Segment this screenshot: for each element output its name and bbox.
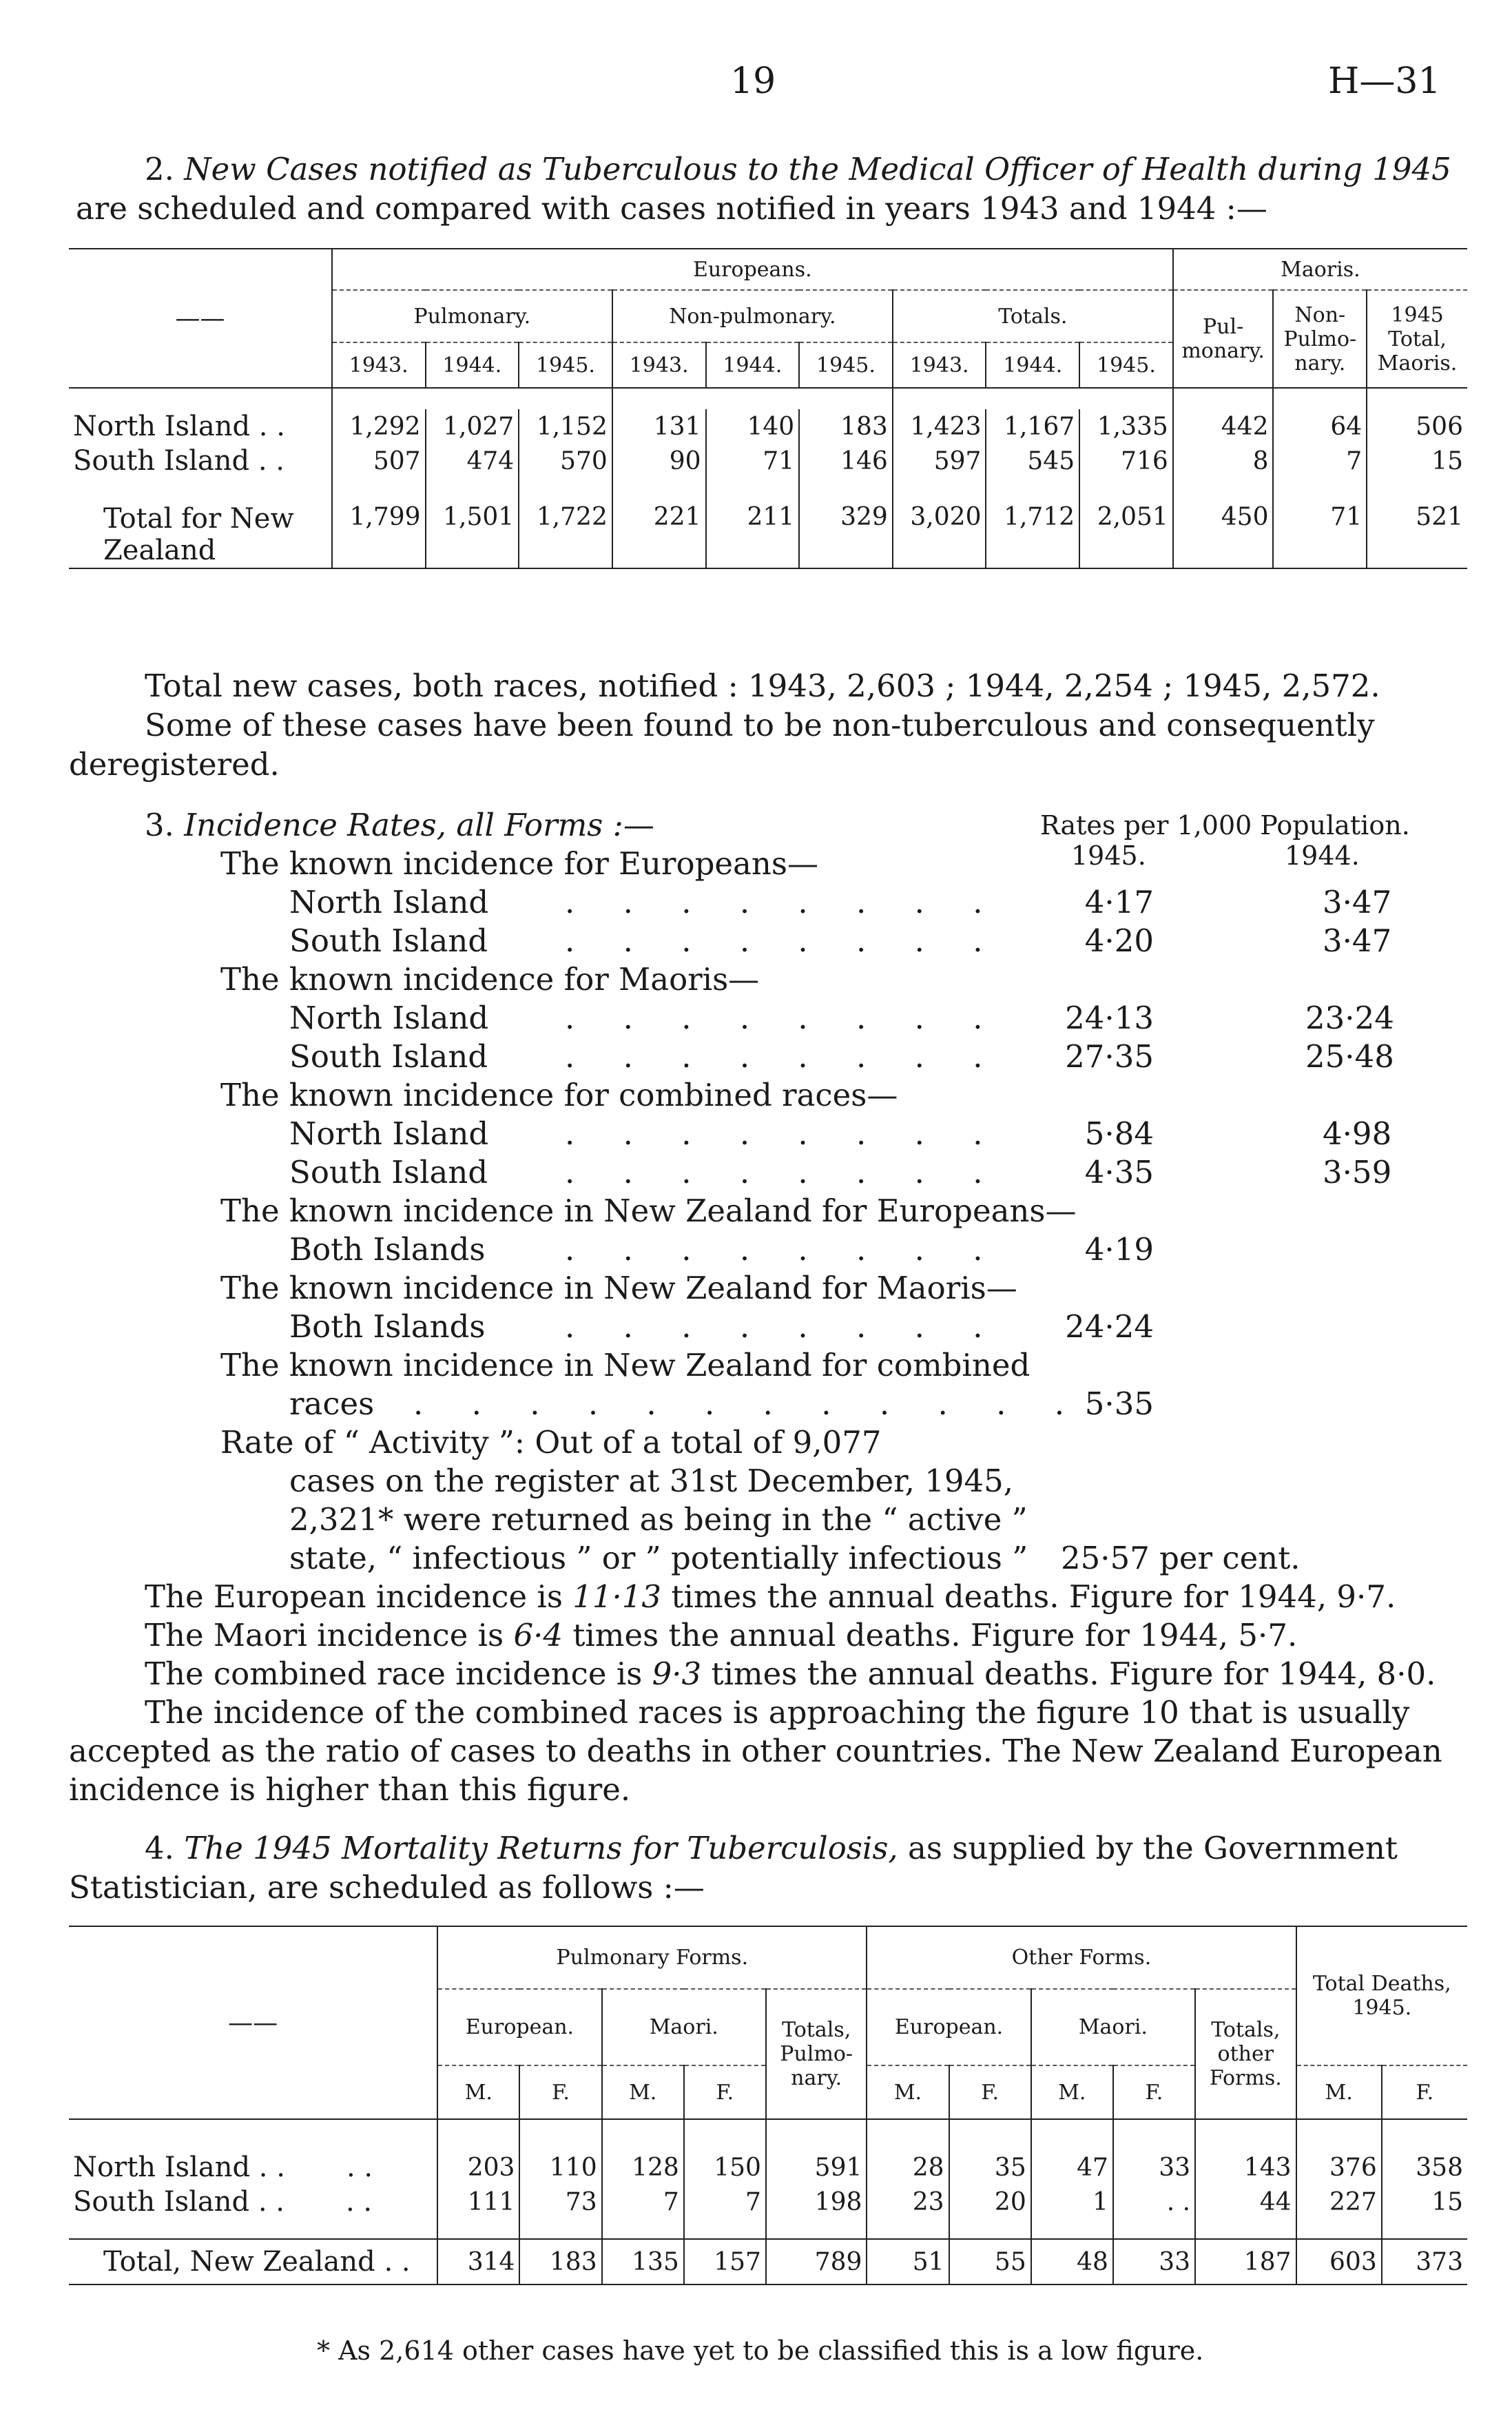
table-cell: 71 xyxy=(706,444,800,478)
table-cell: 35 xyxy=(949,2150,1031,2185)
european-incidence-paragraph xyxy=(145,1578,1396,1616)
table-cell: 227 xyxy=(1296,2185,1382,2219)
table-cell: 33 xyxy=(1113,2239,1195,2285)
table-cell: 44 xyxy=(1195,2185,1296,2219)
table-cell: 1,423 xyxy=(893,409,986,444)
rate-label: South Island xyxy=(289,922,488,959)
table-cell: 183 xyxy=(799,409,893,444)
non-tuberculous-note: Some of these cases have been found to be non-tuberculous and consequently xyxy=(145,707,1375,743)
table-cell: 128 xyxy=(602,2150,684,2185)
table-cell: 198 xyxy=(766,2185,867,2219)
table-cell: 314 xyxy=(437,2239,519,2285)
rate-label: North Island xyxy=(289,1115,489,1152)
table-cell: 591 xyxy=(766,2150,867,2185)
rate-1944: 3·47 xyxy=(1323,884,1392,920)
table1-maori-nonpulmonary: Non-Pulmo-nary. xyxy=(1273,290,1367,388)
rate-1945: 5·35 xyxy=(1084,1385,1154,1422)
table2-group-total: Total Deaths, 1945. xyxy=(1296,1926,1467,2065)
table-cell: 1,712 xyxy=(986,502,1079,568)
table1-year: 1944. xyxy=(426,342,519,388)
table-row xyxy=(69,409,1467,444)
table-cell: . . xyxy=(1113,2185,1195,2219)
table1-group-maoris: Maoris. xyxy=(1173,249,1467,290)
rate-label: South Island xyxy=(289,1154,488,1190)
table-cell: 329 xyxy=(799,502,893,568)
table1-year: 1943. xyxy=(332,342,426,388)
rate-1944: 23·24 xyxy=(1305,1000,1394,1036)
table2-group-pulmonary: Pulmonary Forms. xyxy=(437,1926,867,1989)
table-cell: 1,027 xyxy=(426,409,519,444)
table-cell: 1 xyxy=(1031,2185,1113,2219)
section4-text-cont: Statistician, are scheduled as follows :— xyxy=(69,1869,705,1906)
row-label: South Island . . . . xyxy=(73,2186,373,2218)
table-cell: 1,501 xyxy=(426,502,519,568)
activity-line: cases on the register at 31st December, 1945, xyxy=(289,1463,1014,1499)
table1-year: 1945. xyxy=(519,342,612,388)
table-cell: 450 xyxy=(1173,502,1274,568)
table2-maori: Maori. xyxy=(602,1989,766,2065)
incidence-group-heading: The known incidence for combined races— xyxy=(220,1077,898,1113)
para-text: The Maori incidence is xyxy=(145,1617,514,1653)
rate-1945: 4·20 xyxy=(1084,922,1154,959)
table-cell: 140 xyxy=(706,409,800,444)
rate-1945: 4·17 xyxy=(1084,884,1154,920)
table-cell: 110 xyxy=(519,2150,601,2185)
table-cell: 358 xyxy=(1382,2150,1467,2185)
para-number: 9·3 xyxy=(652,1656,702,1692)
table-cell: 150 xyxy=(684,2150,766,2185)
section3-number: 3. xyxy=(145,807,174,843)
rate-label: races xyxy=(289,1385,375,1422)
para-text: The combined race incidence is xyxy=(145,1656,652,1692)
table-cell: 55 xyxy=(949,2239,1031,2285)
rate-label: North Island xyxy=(289,1000,489,1036)
table-cell: 28 xyxy=(867,2150,949,2185)
table-cell: 373 xyxy=(1382,2239,1467,2285)
leader-dots: . . . . . . . . xyxy=(565,1000,1002,1036)
table2-european: European. xyxy=(437,1989,601,2065)
sex-m: M. xyxy=(1031,2065,1113,2119)
table-cell: 1,799 xyxy=(332,502,426,568)
table1-year: 1944. xyxy=(986,342,1079,388)
incidence-group-heading: The known incidence for Maoris— xyxy=(220,961,760,998)
section2-heading xyxy=(145,150,1451,189)
incidence-group-heading: The known incidence for Europeans— xyxy=(220,845,818,882)
table-cell: 570 xyxy=(519,444,612,478)
table-cell: 48 xyxy=(1031,2239,1113,2285)
table1-sub-nonpulmonary: Non-pulmonary. xyxy=(612,290,893,342)
table-cell: 203 xyxy=(437,2150,519,2185)
activity-line: 2,321* were returned as being in the “ active ” xyxy=(289,1501,1028,1538)
table-cell: 7 xyxy=(684,2185,766,2219)
table-cell: 506 xyxy=(1367,409,1467,444)
para-number: 6·4 xyxy=(513,1617,563,1653)
page-number: 19 xyxy=(730,61,776,102)
col-1944: 1944. xyxy=(1285,840,1360,871)
rate-1945: 4·19 xyxy=(1084,1231,1154,1268)
rate-row xyxy=(289,1153,488,1192)
table-cell: 131 xyxy=(612,409,706,444)
sex-f: F. xyxy=(519,2065,601,2119)
leader-dots: . . . . . . . . xyxy=(565,1308,1002,1345)
table-cell: 111 xyxy=(437,2185,519,2219)
table-row xyxy=(69,2239,1467,2285)
table-cell: 1,167 xyxy=(986,409,1079,444)
table-cell: 789 xyxy=(766,2239,867,2285)
mortality-table xyxy=(69,1926,1467,2285)
section2-title: New Cases notified as Tuberculous to the Medical Officer of Health during 1945 xyxy=(184,151,1451,187)
maori-incidence-paragraph xyxy=(145,1616,1297,1655)
final-paragraph-line: incidence is higher than this figure. xyxy=(69,1771,631,1808)
rate-1945: 27·35 xyxy=(1065,1038,1154,1075)
sex-m: M. xyxy=(867,2065,949,2119)
table-row xyxy=(69,2185,1467,2219)
table-cell: 64 xyxy=(1273,409,1367,444)
table-cell: 442 xyxy=(1173,409,1274,444)
table-cell: 1,292 xyxy=(332,409,426,444)
para-text: times the annual deaths. Figure for 1944, 8·0. xyxy=(701,1656,1436,1692)
rate-label: South Island xyxy=(289,1038,488,1075)
table-cell: 15 xyxy=(1382,2185,1467,2219)
table2-totals-pulmonary: Totals, Pulmo-nary. xyxy=(766,1989,867,2119)
footnote: * As 2,614 other cases have yet to be classified this is a low figure. xyxy=(317,2335,1204,2366)
table-row xyxy=(69,444,1467,478)
table1-group-europeans: Europeans. xyxy=(332,249,1173,290)
table2-stub: —— xyxy=(69,1926,437,2119)
table-cell: 15 xyxy=(1367,444,1467,478)
activity-line: state, “ infectious ” or ” potentially infectious ” xyxy=(289,1540,1028,1576)
table-cell: 73 xyxy=(519,2185,601,2219)
table2-totals-other: Totals, other Forms. xyxy=(1195,1989,1296,2119)
nz-combined-heading: The known incidence in New Zealand for combined xyxy=(220,1347,1031,1383)
table1-sub-totals: Totals. xyxy=(893,290,1173,342)
col-1945: 1945. xyxy=(1071,840,1146,871)
rate-1944: 3·47 xyxy=(1323,922,1392,959)
sex-f: F. xyxy=(949,2065,1031,2119)
rate-label: Both Islands xyxy=(289,1231,486,1268)
table1-year: 1945. xyxy=(1079,342,1173,388)
sex-f: F. xyxy=(1382,2065,1467,2119)
section2-text: are scheduled and compared with cases notified in years 1943 and 1944 :— xyxy=(76,190,1267,227)
table-cell: 23 xyxy=(867,2185,949,2219)
leader-dots: . . . . . . . . xyxy=(565,884,1002,920)
rate-row xyxy=(289,999,488,1038)
table-row xyxy=(69,502,1467,568)
document-code: H—31 xyxy=(1328,61,1441,102)
activity-line: Rate of “ Activity ”: Out of a total of 9,077 xyxy=(220,1424,882,1461)
section3-heading xyxy=(145,806,654,845)
table-cell: 33 xyxy=(1113,2150,1195,2185)
sex-f: F. xyxy=(684,2065,766,2119)
rate-label: Both Islands xyxy=(289,1308,486,1345)
table-cell: 143 xyxy=(1195,2150,1296,2185)
section4-heading xyxy=(145,1829,1398,1868)
sex-m: M. xyxy=(602,2065,684,2119)
para-number: 11·13 xyxy=(572,1578,662,1615)
table1-year: 1943. xyxy=(893,342,986,388)
table1-maori-total: 1945 Total, Maoris. xyxy=(1367,290,1467,388)
table-cell: 2,051 xyxy=(1079,502,1173,568)
table1-stub: —— xyxy=(69,249,332,388)
row-label: Total, New Zealand . . xyxy=(103,2246,411,2278)
row-label: South Island . . xyxy=(73,445,284,477)
table-cell: 47 xyxy=(1031,2150,1113,2185)
table-cell: 603 xyxy=(1296,2239,1382,2285)
rate-label: North Island xyxy=(289,884,489,920)
table-cell: 221 xyxy=(612,502,706,568)
table-cell: 135 xyxy=(602,2239,684,2285)
table-cell: 376 xyxy=(1296,2150,1382,2185)
table1-sub-pulmonary: Pulmonary. xyxy=(332,290,612,342)
table-cell: 521 xyxy=(1367,502,1467,568)
rate-row xyxy=(289,883,488,922)
row-label: North Island . . xyxy=(73,411,285,442)
combined-incidence-paragraph xyxy=(145,1655,1436,1693)
para-text: times the annual deaths. Figure for 1944, 5·7. xyxy=(563,1617,1298,1653)
rates-heading: Rates per 1,000 Population. xyxy=(1040,810,1410,840)
table-cell: 545 xyxy=(986,444,1079,478)
para-text: The European incidence is xyxy=(145,1578,573,1615)
table-cell: 3,020 xyxy=(893,502,986,568)
section4-number: 4. xyxy=(145,1830,174,1866)
table2-european: European. xyxy=(867,1989,1031,2065)
table-cell: 146 xyxy=(799,444,893,478)
leader-dots: . . . . . . . . xyxy=(565,1154,1002,1190)
table2-group-other: Other Forms. xyxy=(867,1926,1296,1989)
table-cell: 597 xyxy=(893,444,986,478)
para-text: times the annual deaths. Figure for 1944, 9·7. xyxy=(661,1578,1396,1615)
table-cell: 716 xyxy=(1079,444,1173,478)
activity-value: 25·57 per cent. xyxy=(1061,1540,1301,1576)
row-label: North Island . . . . xyxy=(73,2152,373,2183)
table-cell: 7 xyxy=(1273,444,1367,478)
total-new-cases: Total new cases, both races, notified : 1943, 2,603 ; 1944, 2,254 ; 1945, 2,572. xyxy=(145,668,1380,704)
final-paragraph-line: accepted as the ratio of cases to deaths in other countries. The New Zealand European xyxy=(69,1733,1442,1769)
leader-dots: . . . . . . . . xyxy=(565,922,1002,959)
rate-1944: 25·48 xyxy=(1305,1038,1394,1075)
table-cell: 1,335 xyxy=(1079,409,1173,444)
leader-dots: . . . . . . . . . . . . xyxy=(413,1385,1084,1422)
non-tuberculous-note-end: deregistered. xyxy=(69,746,280,783)
final-paragraph-line: The incidence of the combined races is approaching the figure 10 that is usually xyxy=(145,1694,1410,1731)
table-cell: 90 xyxy=(612,444,706,478)
table-cell: 183 xyxy=(519,2239,601,2285)
section4-text: as supplied by the Government xyxy=(908,1830,1398,1866)
rate-1945: 24·24 xyxy=(1065,1308,1154,1345)
table-cell: 474 xyxy=(426,444,519,478)
table-cell: 187 xyxy=(1195,2239,1296,2285)
sex-f: F. xyxy=(1113,2065,1195,2119)
section3-title: Incidence Rates, all Forms :— xyxy=(184,807,654,843)
rate-row xyxy=(289,1115,488,1153)
nz-europeans-heading: The known incidence in New Zealand for Europeans— xyxy=(220,1193,1077,1229)
section2-number: 2. xyxy=(145,151,174,187)
table1-year: 1945. xyxy=(799,342,893,388)
sex-m: M. xyxy=(1296,2065,1382,2119)
rate-row xyxy=(289,1038,488,1076)
table-cell: 20 xyxy=(949,2185,1031,2219)
rate-1944: 4·98 xyxy=(1323,1115,1392,1152)
rate-1945: 24·13 xyxy=(1065,1000,1154,1036)
row-label: Total for New Zealand xyxy=(103,503,294,566)
leader-dots: . . . . . . . . xyxy=(565,1115,1002,1152)
leader-dots: . . . . . . . . xyxy=(565,1231,1002,1268)
table-cell: 1,152 xyxy=(519,409,612,444)
table-cell: 71 xyxy=(1273,502,1367,568)
nz-maoris-heading: The known incidence in New Zealand for Maoris— xyxy=(220,1270,1017,1306)
sex-m: M. xyxy=(437,2065,519,2119)
table-cell: 8 xyxy=(1173,444,1274,478)
table-cell: 51 xyxy=(867,2239,949,2285)
table-cell: 211 xyxy=(706,502,800,568)
rate-1944: 3·59 xyxy=(1323,1154,1392,1190)
table-row xyxy=(69,2150,1467,2185)
section4-title: The 1945 Mortality Returns for Tuberculosis, xyxy=(184,1830,898,1866)
leader-dots: . . . . . . . . xyxy=(565,1038,1002,1075)
new-cases-table xyxy=(69,248,1467,569)
rate-1945: 4·35 xyxy=(1084,1154,1154,1190)
table-cell: 7 xyxy=(602,2185,684,2219)
table-cell: 157 xyxy=(684,2239,766,2285)
table-cell: 1,722 xyxy=(519,502,612,568)
table1-year: 1944. xyxy=(706,342,800,388)
table1-maori-pulmonary: Pul-monary. xyxy=(1173,290,1274,388)
rate-row xyxy=(289,922,488,960)
table1-year: 1943. xyxy=(612,342,706,388)
rate-1945: 5·84 xyxy=(1084,1115,1154,1152)
table-cell: 507 xyxy=(332,444,426,478)
table2-maori: Maori. xyxy=(1031,1989,1195,2065)
